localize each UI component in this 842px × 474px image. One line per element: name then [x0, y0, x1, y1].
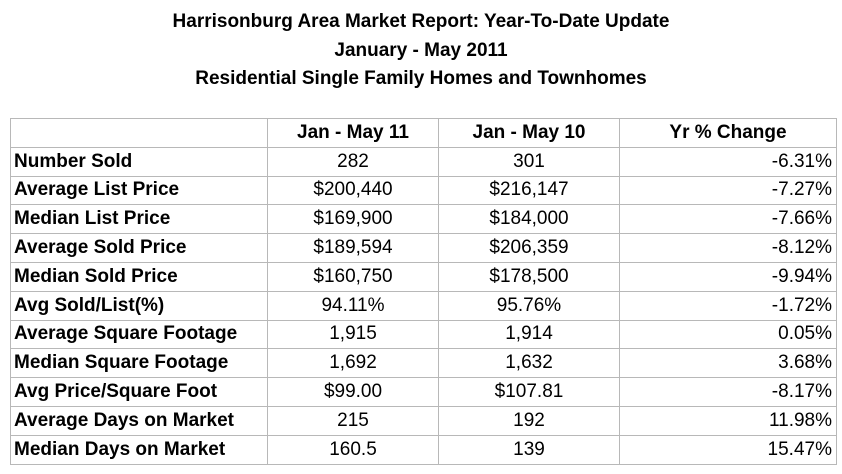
value-2010: 139	[439, 435, 620, 464]
value-2011: 160.5	[268, 435, 439, 464]
row-label: Median Days on Market	[11, 435, 268, 464]
row-label: Avg Price/Square Foot	[11, 378, 268, 407]
value-2011: 1,915	[268, 320, 439, 349]
report-title: Harrisonburg Area Market Report: Year-To-Date Update	[172, 11, 670, 32]
row-label: Avg Sold/List(%)	[11, 291, 268, 320]
value-2011: 1,692	[268, 349, 439, 378]
value-2011: $99.00	[268, 378, 439, 407]
value-2010: 1,632	[439, 349, 620, 378]
percent-change: -1.72%	[620, 291, 837, 320]
market-report-table	[10, 118, 837, 465]
table-row	[11, 291, 837, 320]
row-label: Median Square Footage	[11, 349, 268, 378]
row-label: Median Sold Price	[11, 262, 268, 291]
table-row	[11, 176, 837, 205]
table-row	[11, 147, 837, 176]
value-2011: $160,750	[268, 262, 439, 291]
percent-change: 3.68%	[620, 349, 837, 378]
percent-change: -6.31%	[620, 147, 837, 176]
header-yr-change: Yr % Change	[620, 119, 837, 148]
percent-change: -7.66%	[620, 205, 837, 234]
row-label: Median List Price	[11, 205, 268, 234]
percent-change: -8.12%	[620, 234, 837, 263]
value-2010: $178,500	[439, 262, 620, 291]
header-jan-may-10: Jan - May 10	[439, 119, 620, 148]
value-2010: 192	[439, 406, 620, 435]
row-label: Average Days on Market	[11, 406, 268, 435]
value-2010: $184,000	[439, 205, 620, 234]
report-period: January - May 2011	[334, 39, 508, 61]
percent-change: 11.98%	[620, 406, 837, 435]
percent-change: -8.17%	[620, 378, 837, 407]
report-title-block	[0, 0, 842, 94]
row-label: Average List Price	[11, 176, 268, 205]
percent-change: 0.05%	[620, 320, 837, 349]
value-2010: $216,147	[439, 176, 620, 205]
value-2011: 94.11%	[268, 291, 439, 320]
value-2011: 215	[268, 406, 439, 435]
percent-change: -7.27%	[620, 176, 837, 205]
value-2010: $206,359	[439, 234, 620, 263]
value-2010: 1,914	[439, 320, 620, 349]
percent-change: -9.94%	[620, 262, 837, 291]
value-2011: $169,900	[268, 205, 439, 234]
value-2010: 301	[439, 147, 620, 176]
value-2011: $189,594	[268, 234, 439, 263]
table-row	[11, 262, 837, 291]
table-row	[11, 234, 837, 263]
table-row	[11, 205, 837, 234]
value-2010: 95.76%	[439, 291, 620, 320]
table-row	[11, 320, 837, 349]
value-2011: 282	[268, 147, 439, 176]
row-label: Average Sold Price	[11, 234, 268, 263]
report-subtitle: Residential Single Family Homes and Townhomes	[195, 68, 647, 89]
table-header-row	[11, 119, 837, 148]
table-row	[11, 406, 837, 435]
value-2010: $107.81	[439, 378, 620, 407]
value-2011: $200,440	[268, 176, 439, 205]
table-row	[11, 435, 837, 464]
row-label: Number Sold	[11, 147, 268, 176]
row-label: Average Square Footage	[11, 320, 268, 349]
header-jan-may-11: Jan - May 11	[268, 119, 439, 148]
table-row	[11, 349, 837, 378]
header-empty-cell	[11, 119, 268, 148]
table-row	[11, 378, 837, 407]
percent-change: 15.47%	[620, 435, 837, 464]
